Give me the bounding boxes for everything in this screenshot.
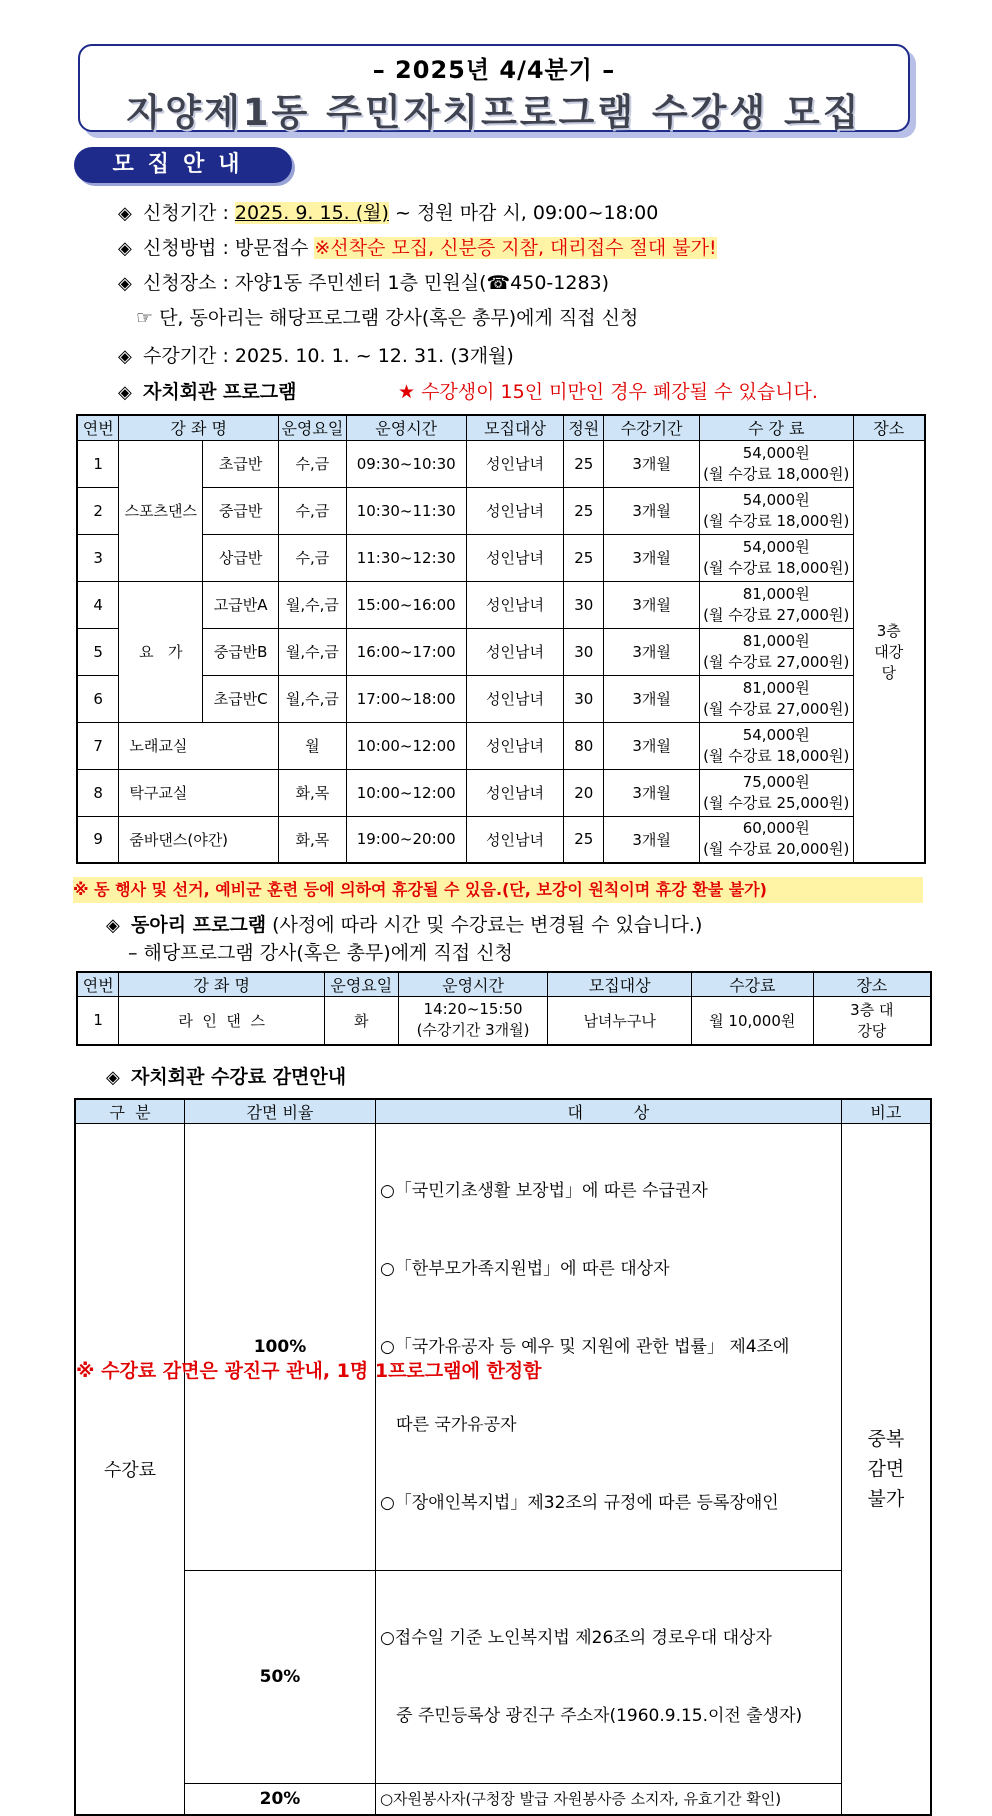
discount-table-header: 구 분 감면 비율 대 상 비고 (75, 1099, 931, 1124)
diamond-icon: ◈ (118, 346, 132, 367)
discount-table (74, 1098, 932, 1816)
club-note-line: ☞ 단, 동아리는 해당프로그램 강사(혹은 총무)에게 직접 신청 (136, 307, 639, 329)
table-row: 3 상급반 수,금 11:30~12:30 성인남녀 25 3개월 54,000원 (월 수강료 18,000원) (77, 534, 925, 581)
header-subtitle: – 2025년 4/4분기 – (372, 56, 616, 84)
program-table-header: 연번 강 좌 명 운영요일 운영시간 모집대상 정원 수강기간 수 강 료 장소 (77, 415, 925, 440)
table-row: 7 노래교실 월 10:00~12:00 성인남녀 80 3개월 54,000원 (월 수강료 18,000원) (77, 722, 925, 769)
diamond-icon: ◈ (118, 238, 132, 259)
discount-heading: 자치회관 수강료 감면안내 (131, 1066, 347, 1088)
discount-remark: 중복 감면 불가 (841, 1124, 931, 1816)
course-period-line: ◈ 수강기간 : 2025. 10. 1. ~ 12. 31. (3개월) (118, 345, 514, 367)
club-sub: – 해당프로그램 강사(혹은 총무)에게 직접 신청 (128, 942, 513, 964)
table-row: 20% ○자원봉사자(구청장 발급 자원봉사증 소지자, 유효기간 확인) (75, 1784, 931, 1816)
place-cell: 3층 대강당 (853, 440, 925, 863)
discount-heading-line (106, 1062, 346, 1089)
table-row: 5 중급반B 월,수,금 16:00~17:00 성인남녀 30 3개월 81,000원 (월 수강료 27,000원) (77, 628, 925, 675)
club-heading-line: ◈ 동아리 프로그램 (사정에 따라 시간 및 수강료는 변경될 수 있습니다.) (106, 914, 703, 936)
table-row: 6 초급반C 월,수,금 17:00~18:00 성인남녀 30 3개월 81,000원 (월 수강료 27,000원) (77, 675, 925, 722)
table-row: 1 라 인 댄 스 화 14:20~15:50 (수강기간 3개월) 남녀누구나 월 10,000원 3층 대강당 (77, 997, 931, 1045)
program-heading: 자치회관 프로그램 (143, 381, 297, 403)
club-table-header: 연번 강 좌 명 운영요일 운영시간 모집대상 수강료 장소 (77, 972, 931, 997)
header-banner (78, 44, 910, 132)
header-title: 자양제1동 주민자치프로그램 수강생 모집 (126, 91, 862, 134)
footer-note: ※ 수강료 감면은 광진구 관내, 1명 1프로그램에 한정함 (76, 1360, 542, 1382)
table-row: 수강료 100% ○「국민기초생활 보장법」에 따른 수급권자 ○「한부모가족지원법」에 따른 대상자 ○「국가유공자 등 예우 및 지원에 관한 법률」 제4조에 따른 국가유공자 ○「장애인복지법」제32조의 규정에 따른 등록장애인 중복 감면 불가 (75, 1124, 931, 1571)
table-row: 50% ○접수일 기준 노인복지법 제26조의 경로우대 대상자 중 주민등록상 광진구 주소자(1960.9.15.이전 출생자) (75, 1571, 931, 1784)
discount-category: 수강료 (75, 1124, 185, 1816)
program-table (76, 414, 926, 864)
table-row: 1 스포츠댄스 초급반 수,금 09:30~10:30 성인남녀 25 3개월 54,000원 (월 수강료 18,000원) 3층 대강당 (77, 440, 925, 487)
notice-line: ※ 동 행사 및 선거, 예비군 훈련 등에 의하여 휴강될 수 있음.(단, 보강이 원칙이며 휴강 환불 불가) (73, 877, 923, 903)
group-yoga: 요 가 (119, 581, 203, 722)
diamond-icon: ◈ (118, 273, 132, 294)
table-row: 9 줌바댄스(야간) 화,목 19:00~20:00 성인남녀 25 3개월 60,000원 (월 수강료 20,000원) (77, 816, 925, 863)
apply-period-line: ◈ 신청기간 : 2025. 9. 15. (월) ~ 정원 마감 시, 09:00~18:00 (118, 202, 659, 224)
diamond-icon: ◈ (106, 915, 120, 936)
apply-method-line: ◈ 신청방법 : 방문접수 ※선착순 모집, 신분증 지참, 대리접수 절대 불가! (118, 237, 717, 259)
apply-period-date: 2025. 9. 15. (월) (234, 202, 389, 224)
table-row: 4 요 가 고급반A 월,수,금 15:00~16:00 성인남녀 30 3개월 81,000원 (월 수강료 27,000원) (77, 581, 925, 628)
diamond-icon: ◈ (118, 203, 132, 224)
group-sports: 스포츠댄스 (119, 440, 203, 581)
section-label: 모집안내 (74, 147, 292, 183)
cancel-note: ★ 수강생이 15인 미만인 경우 폐강될 수 있습니다. (398, 381, 818, 403)
table-row: 2 중급반 수,금 10:30~11:30 성인남녀 25 3개월 54,000원 (월 수강료 18,000원) (77, 487, 925, 534)
program-heading-line (118, 377, 296, 404)
diamond-icon: ◈ (106, 1067, 120, 1088)
apply-method-note: ※선착순 모집, 신분증 지참, 대리접수 절대 불가! (314, 237, 717, 259)
table-row: 8 탁구교실 화,목 10:00~12:00 성인남녀 20 3개월 75,000원 (월 수강료 25,000원) (77, 769, 925, 816)
diamond-icon: ◈ (118, 382, 132, 403)
club-table (76, 971, 932, 1046)
club-heading: 동아리 프로그램 (131, 914, 267, 936)
apply-place-line: ◈ 신청장소 : 자양1동 주민센터 1층 민원실(☎450-1283) (118, 272, 610, 294)
